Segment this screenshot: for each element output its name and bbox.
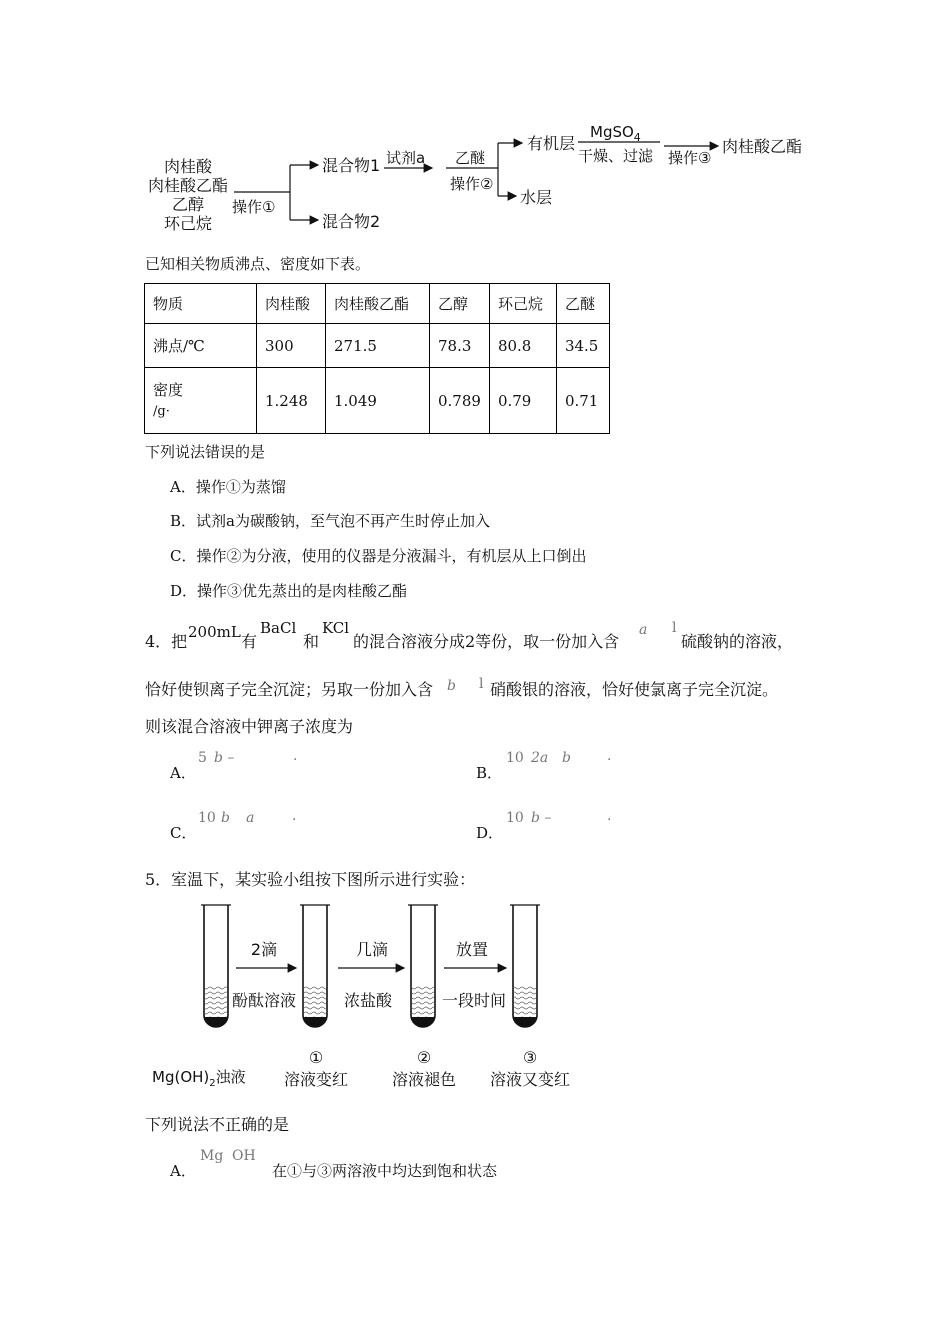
arrow2-bottom: 浓盐酸	[343, 991, 393, 1010]
flow-start-2: 肉桂酸乙酯	[147, 176, 229, 195]
q4-option-c: C． 10 b a ·	[170, 810, 297, 842]
q4-option-d: D． 10 b – ·	[476, 810, 612, 842]
q5-option-a: A． Mg OH 在①与③两溶液中均达到饱和状态	[170, 1148, 498, 1180]
th-cinnamic-acid: 肉桂酸	[257, 284, 326, 324]
q3-stem: 下列说法错误的是	[145, 443, 266, 461]
q4-line2: 恰好使钡离子完全沉淀；另取一份加入含 b l 硝酸银的溶液，恰好使氯离子完全沉淀。	[145, 676, 779, 699]
th-ethanol: 乙醇	[430, 284, 490, 324]
density-label: 密度 /g·	[145, 368, 257, 434]
tube1-num: ①	[308, 1048, 324, 1067]
test-tube-1	[300, 905, 330, 1027]
arrow3-top: 放置	[455, 940, 489, 959]
tubes-diagram	[0, 895, 950, 1095]
flow-dry: 干燥、过滤	[578, 147, 654, 165]
table-row-bp: 沸点/℃ 300 271.5 78.3 80.8 34.5	[145, 324, 610, 368]
q3-option-d: D．操作③优先蒸出的是肉桂酸乙酯	[170, 582, 408, 600]
flow-start-3: 乙醇	[171, 195, 205, 214]
q3-option-b: B．试剂a为碳酸钠，至气泡不再产生时停止加入	[170, 512, 490, 530]
flow-reagent: 试剂a	[386, 149, 426, 167]
flow-diagram	[0, 0, 950, 240]
table-header-row	[145, 284, 610, 324]
flow-start-1: 肉桂酸	[163, 157, 213, 176]
q4-line3: 则该混合溶液中钾离子浓度为	[145, 717, 354, 736]
tube1-label: 溶液变红	[283, 1070, 349, 1089]
test-tube-mgoh2	[201, 905, 231, 1027]
flow-product: 肉桂酸乙酯	[722, 137, 803, 156]
arrow2-top: 几滴	[355, 940, 389, 959]
q5-stem: 5．室温下，某实验小组按下图所示进行实验：	[145, 870, 476, 889]
flow-mix2: 混合物2	[322, 212, 381, 231]
q4-option-b: B． 10 2a b ·	[476, 750, 612, 782]
arrow1-top: 2滴	[250, 940, 278, 959]
table-intro: 已知相关物质沸点、密度如下表。	[145, 255, 371, 273]
flow-ether: 乙醚	[455, 149, 486, 167]
flow-water: 水层	[520, 188, 553, 207]
tube3-label: 溶液又变红	[489, 1070, 571, 1089]
flow-organic: 有机层	[527, 134, 576, 153]
q5-stem2: 下列说法不正确的是	[145, 1115, 290, 1134]
tube0-label: $Mg(OH)_2$浊液	[152, 1068, 246, 1089]
flow-start-4: 环己烷	[163, 214, 213, 233]
bp-label: 沸点/℃	[145, 324, 257, 368]
test-tube-3	[510, 905, 540, 1027]
tube2-label: 溶液褪色	[391, 1070, 457, 1089]
flow-mgso4: MgSO$_4$	[590, 123, 641, 144]
flow-op2: 操作②	[450, 175, 494, 193]
tube3-num: ③	[522, 1048, 538, 1067]
arrow1-bottom: 酚酞溶液	[231, 991, 297, 1010]
q3-option-a: A．操作①为蒸馏	[170, 478, 286, 496]
q4-line1: 4．把 200mL 有 BaCl 和 KCl 的混合溶液分成2等份，取一份加入含 a l 硫酸钠的溶液，	[145, 619, 794, 651]
flow-op1: 操作①	[232, 198, 276, 216]
th-substance: 物质	[145, 284, 257, 324]
arrow3-bottom: 一段时间	[441, 991, 507, 1010]
table-row-density: 密度 /g· 1.248 1.049 0.789 0.79 0.71	[145, 368, 610, 434]
th-cyclohexane: 环己烷	[489, 284, 556, 324]
test-tube-2	[408, 905, 438, 1027]
th-ether: 乙醚	[556, 284, 609, 324]
flow-mix1: 混合物1	[322, 156, 381, 175]
tube2-num: ②	[416, 1048, 432, 1067]
th-ethyl-cinnamate: 肉桂酸乙酯	[326, 284, 430, 324]
flow-op3: 操作③	[668, 149, 712, 167]
q3-option-c: C．操作②为分液，使用的仪器是分液漏斗，有机层从上口倒出	[170, 547, 587, 565]
q4-option-a: A． 5 b – ·	[170, 750, 298, 782]
property-table	[144, 283, 610, 434]
